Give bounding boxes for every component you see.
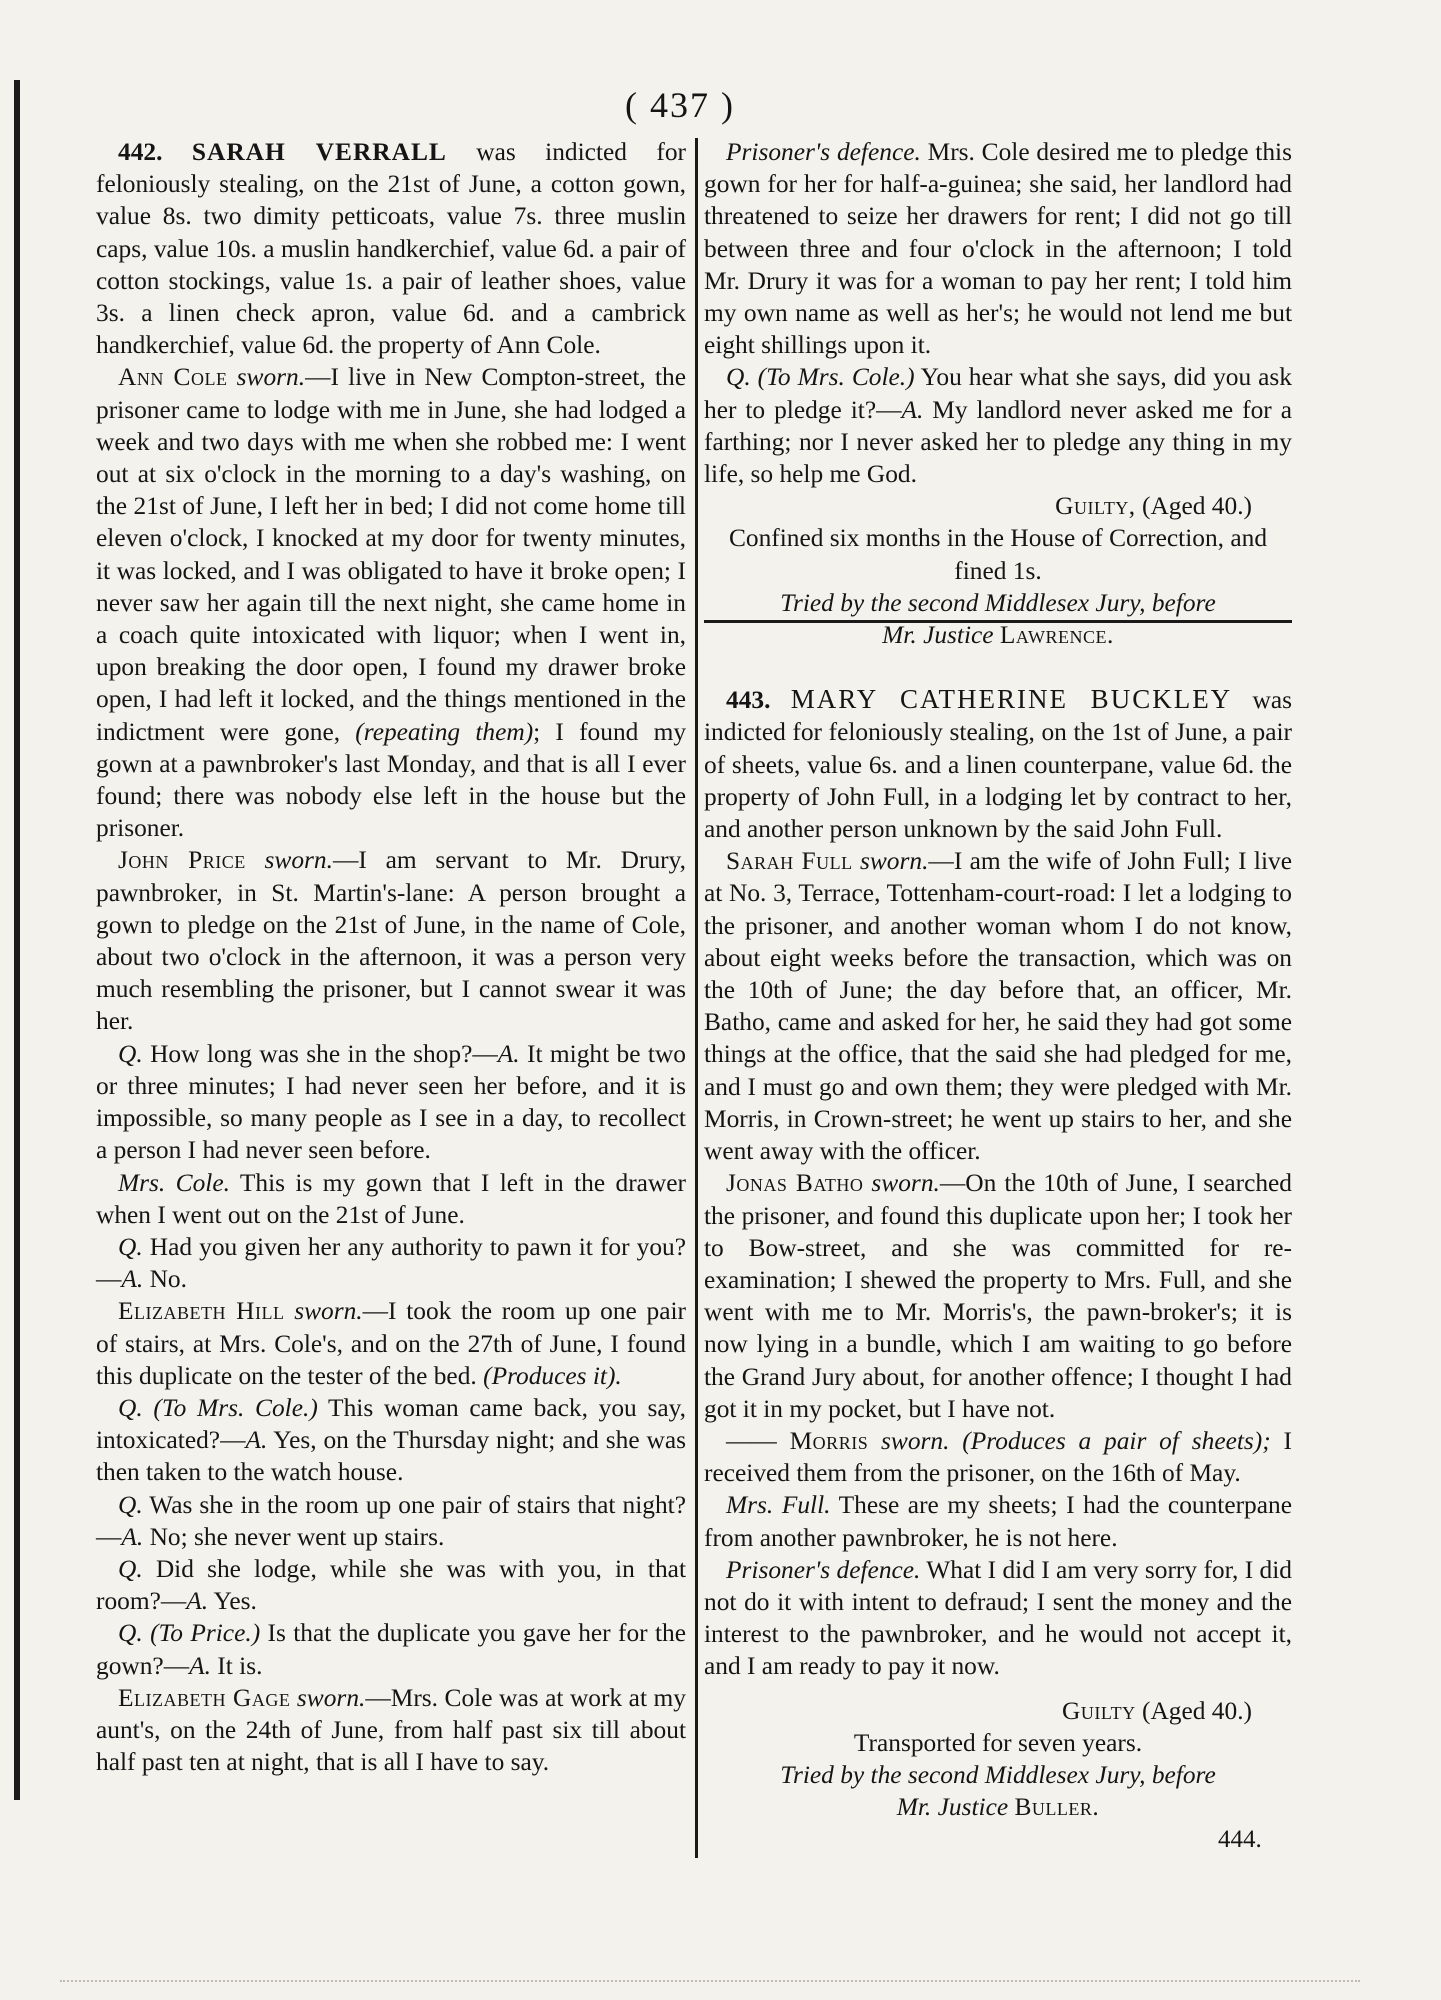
aside-text: (Produces it). [483, 1361, 622, 1390]
question-marker: Q. [118, 1490, 143, 1519]
jury-line-443: Tried by the second Middlesex Jury, before [780, 1760, 1216, 1789]
question-marker: Q. [118, 1039, 143, 1068]
answer-text: It might be two or three minutes; I had never seen her before, and it is impossible, so many people as I see in a day, to recollect a person I had never seen before. [96, 1039, 687, 1165]
jury-line-442: Tried by the second Middlesex Jury, before [780, 588, 1216, 617]
question-answer [96, 1617, 686, 1681]
question-text: This woman came back, you say, intoxicated?— [96, 1393, 686, 1455]
sworn-label: sworn. [296, 1683, 366, 1712]
answer-text: Yes, on the Thursday night; and she was then taken to the watch house. [96, 1426, 686, 1487]
question-text: Had you given her any authority to pawn it for you?— [96, 1232, 686, 1294]
verdict-age: (Aged 40.) [1135, 1696, 1252, 1725]
testimony-sarah-full [704, 845, 1292, 1167]
verdict-age: (Aged 40.) [1135, 492, 1252, 521]
column-divider [695, 138, 698, 1858]
answer-text: My landlord never asked me for a farthing; nor I never asked her to pledge any thing in my life, so help me God. [704, 395, 1292, 489]
verdict-442 [704, 490, 1292, 522]
case-number: 443. [726, 686, 771, 715]
judge-prefix: Mr. Justice [896, 1793, 1009, 1822]
question-answer [96, 1489, 686, 1553]
binding-edge [14, 80, 20, 1800]
answer-text: No. [143, 1265, 187, 1294]
defence-text: Mrs. Cole desired me to pledge this gown for her for half-a-guinea; she said, her landlord had threatened to seize her drawers for rent; I did not go till between three and four o'clock in the afternoon; I told Mr. Drury it was for a woman to pay her rent; I told him my own name as well as her's; he would not lend me but eight shillings upon it. [704, 138, 1292, 360]
question-marker: Q. [118, 1619, 143, 1648]
question-text: Was she in the room up one pair of stairs that night?— [96, 1490, 686, 1551]
judge-line-442 [704, 619, 1292, 651]
question-marker: Q. [118, 1554, 143, 1583]
answer-text: No; she never went up stairs. [143, 1522, 445, 1551]
testimony-text: —I am servant to Mr. Drury, pawnbroker, in St. Martin's-lane: A person brought a gown to pledge on the 21st of June, in the name of Cole, about two o'clock in the afternoon, it was a person very much resembling the prisoner, but I cannot swear it was her. [96, 846, 686, 1036]
testimony-elizabeth-gage [96, 1682, 686, 1779]
judge-name: Lawrence. [999, 621, 1114, 650]
aside-text: (To Mrs. Cole.) [757, 363, 915, 392]
case-442-heading [96, 136, 686, 361]
case-443-heading [704, 683, 1292, 845]
testimony-elizabeth-hill [96, 1295, 686, 1392]
answer-marker: A. [121, 1265, 144, 1294]
sentence-442: Confined six months in the House of Correction, and fined 1s. [728, 524, 1268, 585]
question-text: Is that the duplicate you gave her for the gown?— [96, 1619, 686, 1680]
judge-prefix: Mr. Justice [882, 621, 994, 650]
scan-noise [60, 1980, 1360, 1984]
answer-text: It is. [210, 1651, 263, 1680]
statement-mrs-cole [96, 1167, 686, 1231]
witness-name: John Price [118, 846, 246, 875]
right-column [704, 136, 1292, 1823]
answer-marker: A. [901, 395, 924, 424]
case-number: 442. [118, 138, 163, 166]
aside-text: (To Price.) [150, 1619, 261, 1648]
page-number: ( 437 ) [625, 85, 735, 125]
defence-text: What I did I am very sorry for, I did not do it with intent to defraud; I sent the money and the interest to the pawnbroker, and he would not accept it, and I am ready to pay it now. [704, 1555, 1292, 1681]
sworn-label: sworn. [859, 847, 929, 876]
sworn-label: sworn. [881, 1426, 950, 1455]
witness-name: Morris [789, 1426, 869, 1455]
testimony-text: I received them from the prisoner, on the 16th of May. [704, 1426, 1292, 1488]
question-answer [96, 1038, 686, 1167]
answer-text: Yes. [208, 1587, 257, 1616]
testimony-ann-cole [96, 361, 686, 844]
testimony-text: —Mrs. Cole was at work at my aunt's, on the 24th of June, from half past six till about half past ten at night, that is all I have to say. [96, 1683, 686, 1777]
question-answer [704, 361, 1292, 490]
testimony-text: —I am the wife of John Full; I live at No. 3, Terrace, Tottenham-court-road: I let a lodging to the prisoner, and another woman whom I do not know, about eight weeks before the transaction, which was on the 10th of June; the day before that, an officer, Mr. Batho, came and asked for her, he said they had got some things at the office, that the said she had pledged for me, and I must go and own them; they were pledged with Mr. Morris, in Crown-street; he went up stairs to her, and she went away with the officer. [704, 847, 1292, 1166]
question-marker: Q. [118, 1393, 143, 1422]
witness-name: Ann Cole [118, 363, 228, 392]
sentence-443: Transported for seven years. [853, 1728, 1143, 1757]
testimony-text: —I took the room up one pair of stairs, at Mrs. Cole's, and on the 27th of June, I found this duplicate on the tester of the bed. [96, 1297, 686, 1390]
verdict-label: Guilty, [1055, 492, 1136, 521]
left-column [96, 136, 686, 1778]
defence-label: Prisoner's defence. [726, 1555, 921, 1584]
speaker-name: Mrs. Cole. [118, 1168, 230, 1197]
catchword: 444. [1218, 1826, 1262, 1853]
prisoner-defence-442 [704, 136, 1292, 361]
question-marker: Q. [726, 363, 751, 392]
witness-name: Elizabeth Hill [118, 1297, 285, 1326]
indictment-text: was indicted for feloniously stealing, on the 21st of June, a cotton gown, value 8s. two dimity petticoats, value 7s. three muslin caps, value 10s. a muslin handkerchief, value 6d. a pair of cotton stockings, value 1s. a pair of leather shoes, value 3s. a linen check apron, value 6d. and a cambrick handkerchief, value 6d. the property of Ann Cole. [96, 138, 686, 360]
indictment-text: was indicted for feloniously stealing, on the 1st of June, a pair of sheets, value 6s. and a linen counterpane, value 6d. the property of John Full, in a lodging let by contract to her, and another person unknown by the said John Full. [704, 686, 1292, 844]
witness-name: Elizabeth Gage [118, 1683, 291, 1712]
judge-line-443 [704, 1791, 1292, 1823]
judge-name: Buller. [1014, 1793, 1100, 1822]
testimony-text-2: ; I found my gown at a pawnbroker's last Monday, and that is all I ever found; there was nobody else left in the house but the prisoner. [96, 717, 687, 843]
question-text: You hear what she says, did you ask her to pledge it?— [704, 363, 1292, 424]
testimony-john-price [96, 844, 686, 1037]
speaker-name: Mrs. Full. [726, 1491, 831, 1520]
sworn-label: sworn. [236, 363, 306, 392]
answer-marker: A. [245, 1426, 268, 1455]
verdict-443 [704, 1695, 1292, 1727]
aside-text: (To Mrs. Cole.) [153, 1393, 318, 1422]
statement-text: These are my sheets; I had the counterpane from another pawnbroker, he is not here. [704, 1491, 1292, 1552]
aside-text: (repeating them) [355, 717, 534, 746]
defence-label: Prisoner's defence. [726, 138, 921, 166]
question-answer [96, 1553, 686, 1617]
testimony-jonas-batho [704, 1167, 1292, 1425]
question-text: Did she lodge, while she was with you, in that room?— [96, 1554, 686, 1616]
sworn-label: sworn. [294, 1297, 363, 1326]
question-marker: Q. [118, 1232, 143, 1261]
defendant-name: MARY CATHERINE BUCKLEY [790, 684, 1233, 715]
question-answer [96, 1231, 686, 1295]
answer-marker: A. [497, 1039, 520, 1068]
verdict-label: Guilty [1061, 1696, 1136, 1725]
answer-marker: A. [121, 1522, 144, 1551]
testimony-text: —I live in New Compton-street, the prisoner came to lodge with me in June, she had lodged a week and two days with me when she robbed me: I went out at six o'clock in the morning to a day's washing, on the 21st of June, I left her in bed; I did not come home till eleven o'clock, I knocked at my door for twenty minutes, it was locked, and I was obligated to have it broke open; I never saw her again till the next night, she came home in a coach quite intoxicated with liquor; when I went in, upon breaking the door open, I found my drawer broke open, I had left it locked, and the things mentioned in the indictment were gone, [96, 363, 686, 746]
prisoner-defence-443 [704, 1554, 1292, 1683]
sworn-label: sworn. [871, 1169, 940, 1198]
statement-mrs-full [704, 1489, 1292, 1553]
aside-text: (Produces a pair of sheets); [949, 1426, 1271, 1455]
witness-name: Jonas Batho [726, 1169, 864, 1198]
defendant-name: SARAH VERRALL [191, 138, 447, 166]
testimony-morris [704, 1425, 1292, 1489]
dash-prefix: —— [726, 1426, 790, 1455]
answer-marker: A. [189, 1651, 211, 1680]
question-answer [96, 1392, 686, 1489]
testimony-text: —On the 10th of June, I searched the prisoner, and found this duplicate upon her; I took her to Bow-street, and she was committed for re-examination; I shewed the property to Mrs. Full, and she went with me to Mr. Morris's, the pawn-broker's; it is now lying in a bundle, which I am waiting to go before the Grand Jury about, for another offence; I thought I had got it in my pocket, but I have not. [704, 1169, 1292, 1423]
sworn-label: sworn. [264, 846, 333, 875]
witness-name: Sarah Full [726, 847, 853, 876]
answer-marker: A. [186, 1587, 209, 1616]
statement-text: This is my gown that I left in the drawer when I went out on the 21st of June. [96, 1168, 686, 1229]
question-text: How long was she in the shop?— [142, 1039, 498, 1068]
